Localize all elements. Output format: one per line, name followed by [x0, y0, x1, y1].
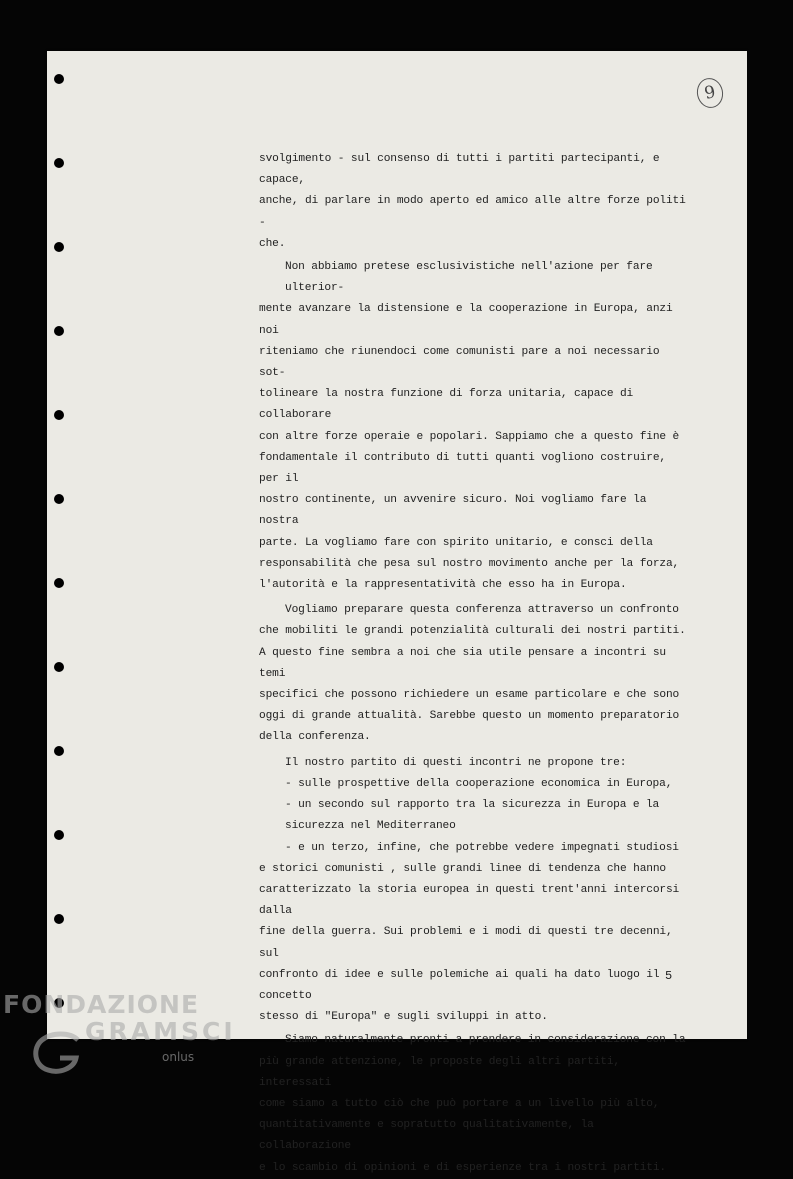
punch-hole [54, 578, 64, 588]
text-line: stesso di "Europa" e sugli sviluppi in atto. [259, 1011, 548, 1024]
text-line: tolineare la nostra funzione di forza unitaria, capace di collaborare [259, 388, 634, 422]
punch-hole [54, 410, 64, 420]
list-item: - e un terzo, infine, che potrebbe vedere impegnati studiosi [285, 841, 679, 854]
watermark-logo-icon [30, 1030, 88, 1076]
watermark-line2: GRAMSCI [85, 1017, 236, 1046]
text-line: e storici comunisti , sulle grandi linee di tendenza che hanno [259, 862, 666, 875]
text-line: Il nostro partito di questi incontri ne propone tre: [285, 756, 627, 769]
text-line: riteniamo che riunendoci come comunisti pare a noi necessario sot- [259, 345, 660, 380]
text-line: mente avanzare la distensione e la cooperazione in Europa, anzi noi [259, 303, 673, 337]
text-line: Non abbiamo pretese esclusivistiche nell'azione per fare ulterior- [285, 261, 653, 295]
text-line: che mobiliti le grandi potenzialità culturali dei nostri partiti. [259, 625, 686, 638]
text-line: confronto di idee e sulle polemiche ai quali ha dato luogo il concetto [259, 968, 660, 1002]
punch-hole [54, 242, 64, 252]
text-line: della conferenza. [259, 731, 371, 744]
text-line: come siamo a tutto ciò che può portare a un livello più alto, [259, 1097, 660, 1110]
text-line: che. [259, 237, 286, 250]
text-line: con altre forze operaie e popolari. Sappiamo che a questo fine è [259, 430, 680, 443]
punch-hole [54, 158, 64, 168]
text-line: Vogliamo preparare questa conferenza attraverso un confronto [285, 604, 679, 617]
punch-hole [54, 914, 64, 924]
handwritten-page-mark: 9 [694, 76, 726, 111]
text-line: specifici che possono richiedere un esame particolare e che sono [259, 689, 680, 702]
punch-hole [54, 494, 64, 504]
text-line: quantitativamente e sopratutto qualitativamente, la collaborazione [259, 1119, 594, 1153]
text-line: fondamentale il contributo di tutti quanti vogliono costruire, per il [259, 451, 666, 486]
watermark-onlus: onlus [162, 1050, 195, 1064]
list-item: - sulle prospettive della cooperazione economica in Europa, [285, 777, 673, 790]
text-line: nostro continente, un avvenire sicuro. Noi vogliamo fare la nostra [259, 494, 647, 528]
text-line: A questo fine sembra a noi che sia utile pensare a incontri su temi [259, 646, 666, 680]
watermark-line1: FONDAZIONE [3, 990, 200, 1019]
list-item: - un secondo sul rapporto tra la sicurezza in Europa e la [285, 799, 660, 812]
body-text [259, 149, 689, 1179]
text-line: svolgimento - sul consenso di tutti i partiti partecipanti, e capace, [259, 153, 660, 187]
text-line: sicurezza nel Mediterraneo [285, 820, 456, 833]
text-line: anche, di parlare in modo aperto ed amico alle altre forze politi - [259, 195, 686, 229]
text-line: caratterizzato la storia europea in questi trent'anni intercorsi dalla [259, 883, 680, 918]
punch-hole [54, 326, 64, 336]
text-line: oggi di grande attualità. Sarebbe questo un momento preparatorio [259, 710, 680, 723]
punch-hole [54, 830, 64, 840]
text-line: parte. La vogliamo fare con spirito unitario, e consci della [259, 536, 653, 549]
text-line: più grande attenzione, le proposte degli altri partiti, interessati [259, 1055, 620, 1089]
text-line: fine della guerra. Sui problemi e i modi di questi tre decenni, sul [259, 926, 673, 960]
text-line: l'autorità e la rappresentatività che esso ha in Europa. [259, 579, 627, 592]
punch-hole [54, 746, 64, 756]
punch-hole [54, 74, 64, 84]
text-line: responsabilità che pesa sul nostro movimento anche per la forza, [259, 557, 680, 570]
punch-hole [54, 662, 64, 672]
text-line: Siamo naturalmente pronti a prendere in considerazione con la [285, 1034, 686, 1047]
page-number: 5 [665, 969, 673, 983]
text-line: e lo scambio di opinioni e di esperienze tra i nostri partiti. [259, 1161, 666, 1174]
